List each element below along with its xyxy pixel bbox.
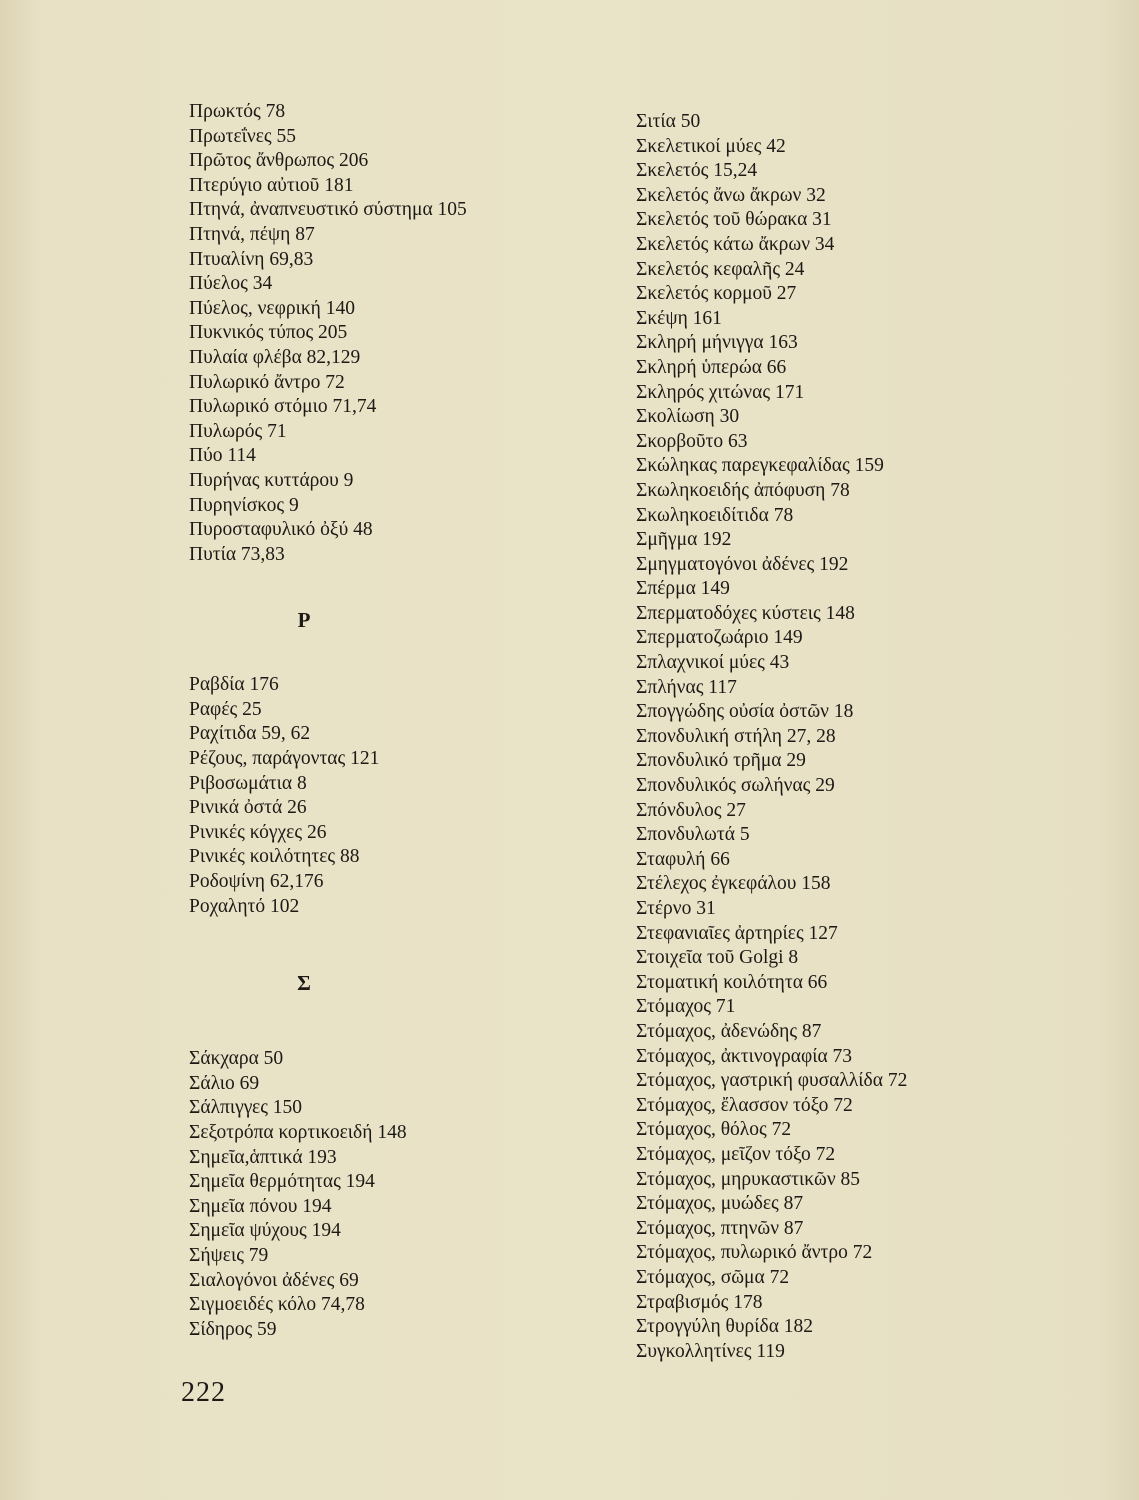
index-entry: Στόμαχος 71 (636, 996, 736, 1018)
index-entry: Πυρηνίσκος 9 (189, 494, 299, 516)
index-entry: Σημεῖα πόνου 194 (189, 1195, 332, 1217)
index-entry: Σκολίωση 30 (636, 406, 740, 428)
index-entry: Πυλωρικό ἄντρο 72 (189, 371, 345, 393)
index-entry: Σπλαχνικοί μύες 43 (636, 652, 790, 674)
index-entry: Σκελετός 15,24 (636, 160, 758, 182)
index-entry: Ραφές 25 (189, 698, 262, 720)
index-entry: Σπονδυλική στήλη 27, 28 (636, 725, 836, 747)
index-entry: Στόμαχος, ἀδενώδης 87 (636, 1020, 822, 1042)
index-entry: Σπονδυλωτά 5 (636, 824, 750, 846)
index-entry: Στέλεχος ἐγκεφάλου 158 (636, 873, 831, 895)
index-entry: Πτερύγιο αὐτιοῦ 181 (189, 174, 354, 196)
index-entry: Σκληρός χιτώνας 171 (636, 381, 805, 403)
index-entry: Σάκχαρα 50 (189, 1048, 284, 1070)
index-entry: Πυρήνας κυττάρου 9 (189, 469, 354, 491)
index-entry: Πύελος, νεφρική 140 (189, 297, 355, 319)
index-entry: Στέρνο 31 (636, 898, 716, 919)
index-entry: Σιαλογόνοι ἀδένες 69 (189, 1269, 359, 1291)
index-entry: Σκελετός τοῦ θώρακα 31 (636, 209, 832, 231)
index-entry: Πυλωρικό στόμιο 71,74 (189, 396, 377, 418)
left-column (189, 100, 609, 1342)
index-entry: Σμῆγμα 192 (636, 529, 732, 551)
index-entry: Σπονδυλικός σωλήνας 29 (636, 775, 835, 797)
index-entry: Ρινικά ὀστά 26 (189, 797, 307, 819)
index-entry: Πυκνικός τύπος 205 (189, 322, 348, 344)
index-entry: Σκελετός ἄνω ἄκρων 32 (636, 184, 826, 206)
index-entry: Στόμαχος, πτηνῶν 87 (636, 1217, 804, 1239)
index-entry: Σημεῖα,ἁπτικά 193 (189, 1146, 337, 1168)
right-column (636, 110, 1106, 1364)
index-entry: Στεφανιαῖες ἀρτηρίες 127 (636, 922, 838, 944)
index-entry: Σκέψη 161 (636, 307, 722, 329)
index-entry: Σκελετός κορμοῦ 27 (636, 283, 797, 305)
index-entry: Πυλωρός 71 (189, 420, 287, 442)
index-group-sigma (189, 1047, 609, 1342)
index-entry: Σήψεις 79 (189, 1244, 269, 1266)
index-entry: Πυροσταφυλικό ὀξύ 48 (189, 519, 373, 541)
index-entry: Σταφυλή 66 (636, 848, 730, 870)
index-entry: Στόμαχος, γαστρική φυσαλλίδα 72 (636, 1070, 908, 1092)
index-entry: Πρωτεΐνες 55 (189, 125, 297, 147)
index-entry: Στόμαχος, ἔλασσον τόξο 72 (636, 1094, 853, 1116)
index-entry: Ρινικές κοιλότητες 88 (189, 846, 360, 868)
index-entry: Σκελετός κάτω ἄκρων 34 (636, 233, 835, 255)
index-entry: Σπονδυλικό τρῆμα 29 (636, 750, 806, 772)
index-entry: Σκωληκοειδίτιδα 78 (636, 504, 794, 526)
index-entry: Ριβοσωμάτια 8 (189, 772, 307, 794)
index-entry: Σπόνδυλος 27 (636, 799, 746, 821)
index-entry: Συγκολλητίνες 119 (636, 1340, 785, 1362)
index-entry: Στόμαχος, πυλωρικό ἄντρο 72 (636, 1242, 873, 1264)
index-entry: Πύελος 34 (189, 273, 273, 295)
index-entry: Σπερματοζωάριο 149 (636, 627, 803, 649)
index-entry: Σίδηρος 59 (189, 1318, 277, 1340)
index-entry: Σκελετικοί μύες 42 (636, 135, 786, 157)
index-entry: Σπλήνας 117 (636, 676, 737, 698)
index-entry: Στόμαχος, μεῖζον τόξο 72 (636, 1143, 836, 1165)
index-entry: Σπερματοδόχες κύστεις 148 (636, 602, 855, 624)
index-entry: Πρωκτός 78 (189, 101, 286, 122)
index-entry: Σάλιο 69 (189, 1072, 260, 1094)
index-entry: Στόμαχος, σῶμα 72 (636, 1266, 790, 1288)
index-entry: Ροχαλητό 102 (189, 895, 300, 917)
index-entry: Στοματική κοιλότητα 66 (636, 971, 828, 993)
index-entry: Σεξοτρόπα κορτικοειδή 148 (189, 1122, 407, 1143)
index-entry: Πυλαία φλέβα 82,129 (189, 346, 361, 368)
index-entry: Στόμαχος, θόλος 72 (636, 1119, 792, 1141)
index-entry: Σκληρή ὑπερώα 66 (636, 356, 787, 378)
index-entry: Σκορβοῦτο 63 (636, 430, 748, 452)
index-entry: Σάλπιγγες 150 (189, 1097, 303, 1119)
index-entry: Ροδοψίνη 62,176 (189, 871, 324, 893)
section-letter-rho: Ρ (297, 608, 311, 633)
index-entry: Ραχίτιδα 59, 62 (189, 723, 311, 745)
index-entry: Πτηνά, πέψη 87 (189, 223, 315, 245)
index-entry: Πρῶτος ἄνθρωπος 206 (189, 150, 369, 172)
index-entry: Ρινικές κόγχες 26 (189, 821, 327, 843)
index-entry: Ραβδία 176 (189, 674, 279, 696)
index-entry: Σιτία 50 (636, 111, 701, 132)
index-entry: Στόμαχος, μηρυκαστικῶν 85 (636, 1168, 861, 1190)
index-entry: Πτηνά, ἀναπνευστικό σύστημα 105 (189, 199, 467, 221)
index-entry: Στρογγύλη θυρίδα 182 (636, 1316, 814, 1338)
index-entry: Σκωληκοειδής ἀπόφυση 78 (636, 479, 850, 501)
index-entry: Σημεῖα ψύχους 194 (189, 1220, 341, 1242)
index-entry: Ρέζους, παράγοντας 121 (189, 748, 380, 770)
page-number: 222 (181, 1377, 226, 1408)
index-entry: Πυτία 73,83 (189, 543, 285, 565)
index-entry: Πύο 114 (189, 445, 256, 467)
index-entry: Σκελετός κεφαλῆς 24 (636, 258, 805, 280)
index-entry: Πτυαλίνη 69,83 (189, 248, 314, 270)
index-entry: Σκώληκας παρεγκεφαλίδας 159 (636, 455, 884, 477)
index-entry: Στραβισμός 178 (636, 1291, 763, 1313)
index-entry: Σημεῖα θερμότητας 194 (189, 1171, 375, 1193)
index-group-right (636, 110, 1106, 1364)
index-entry: Στόμαχος, ἀκτινογραφία 73 (636, 1045, 853, 1067)
section-letter-sigma: Σ (297, 971, 311, 996)
index-group-rho (189, 673, 609, 919)
index-entry: Στόμαχος, μυώδες 87 (636, 1193, 804, 1215)
index-entry: Σκληρή μήνιγγα 163 (636, 332, 798, 354)
index-entry: Σπογγώδης οὐσία ὀστῶν 18 (636, 701, 854, 723)
index-group-pi (189, 100, 609, 567)
index-entry: Σμηγματογόνοι ἀδένες 192 (636, 553, 849, 575)
index-entry: Σπέρμα 149 (636, 578, 730, 600)
index-entry: Σιγμοειδές κόλο 74,78 (189, 1294, 365, 1316)
index-entry: Στοιχεῖα τοῦ Golgi 8 (636, 947, 799, 969)
